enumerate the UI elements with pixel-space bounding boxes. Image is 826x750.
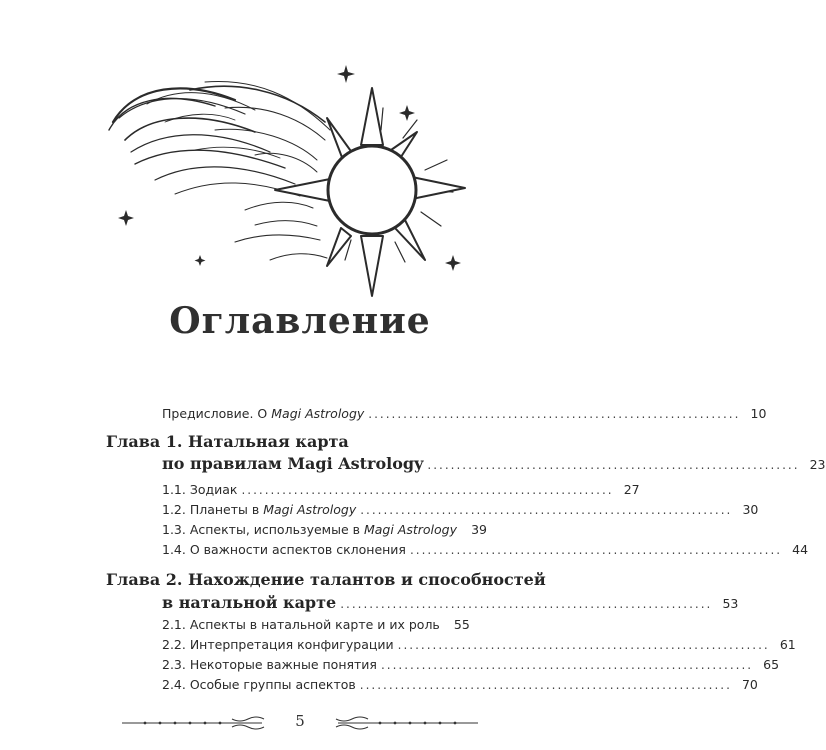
toc-page-number: 44 [792, 542, 809, 557]
toc-entry-label: Предисловие. О Magi Astrology [162, 406, 365, 421]
toc-item[interactable]: 2.3. Некоторые важные понятия ................................................................ 65 [162, 657, 780, 672]
dot-leader: ................................................................ [241, 483, 614, 497]
chapter-2-heading[interactable]: Глава 2. Нахождение талантов и способностей [106, 570, 546, 589]
toc-page-number: 30 [742, 502, 759, 517]
chapter-1-heading-line2[interactable]: по правилам Magi Astrology ................................................................ 23 [162, 454, 826, 473]
dot-leader: ................................................................ [397, 638, 770, 652]
chapter-2-heading-line2[interactable]: в натальной карте ................................................................ 53 [162, 593, 739, 612]
toc-page-number: 39 [471, 522, 488, 537]
toc-page-number: 65 [763, 657, 780, 672]
dot-leader: ................................................................ [340, 597, 713, 611]
dot-leader: ................................................................ [359, 678, 732, 692]
toc-page-number: 10 [750, 406, 767, 421]
dot-leader: ................................................................ [360, 503, 733, 517]
dot-leader: ................................................................ [427, 458, 800, 472]
toc-page-number: 53 [722, 596, 739, 611]
toc-preface[interactable] [162, 406, 767, 426]
toc-page-number: 61 [779, 637, 796, 652]
toc-item[interactable]: 1.1. Зодиак ................................................................ 27 [162, 482, 640, 497]
toc-page-number: 23 [809, 457, 826, 472]
toc-item[interactable]: 2.4. Особые группы аспектов ................................................................ 70 [162, 677, 758, 692]
toc-page-number: 55 [453, 617, 470, 632]
chapter-1-heading[interactable]: Глава 1. Натальная карта [106, 432, 349, 451]
toc-item[interactable]: 2.1. Аспекты в натальной карте и их роль 55 [162, 617, 470, 632]
page-number: 5 [295, 712, 305, 730]
dot-leader: ................................................................ [380, 658, 754, 672]
dot-leader: ................................................................ [409, 543, 783, 557]
toc-page-number: 27 [623, 482, 640, 497]
toc-item[interactable]: 1.3. Аспекты, используемые в Magi Astrology 39 [162, 522, 488, 537]
toc-page-number: 70 [741, 677, 758, 692]
toc-item[interactable]: 1.2. Планеты в Magi Astrology ................................................................ 30 [162, 502, 759, 517]
page-title: Оглавление [169, 300, 431, 342]
toc-item[interactable]: 2.2. Интерпретация конфигурации ................................................................ 61 [162, 637, 796, 652]
dot-leader: ................................................................ [368, 407, 741, 421]
toc-item[interactable]: 1.4. О важности аспектов склонения ................................................................ 44 [162, 542, 809, 557]
